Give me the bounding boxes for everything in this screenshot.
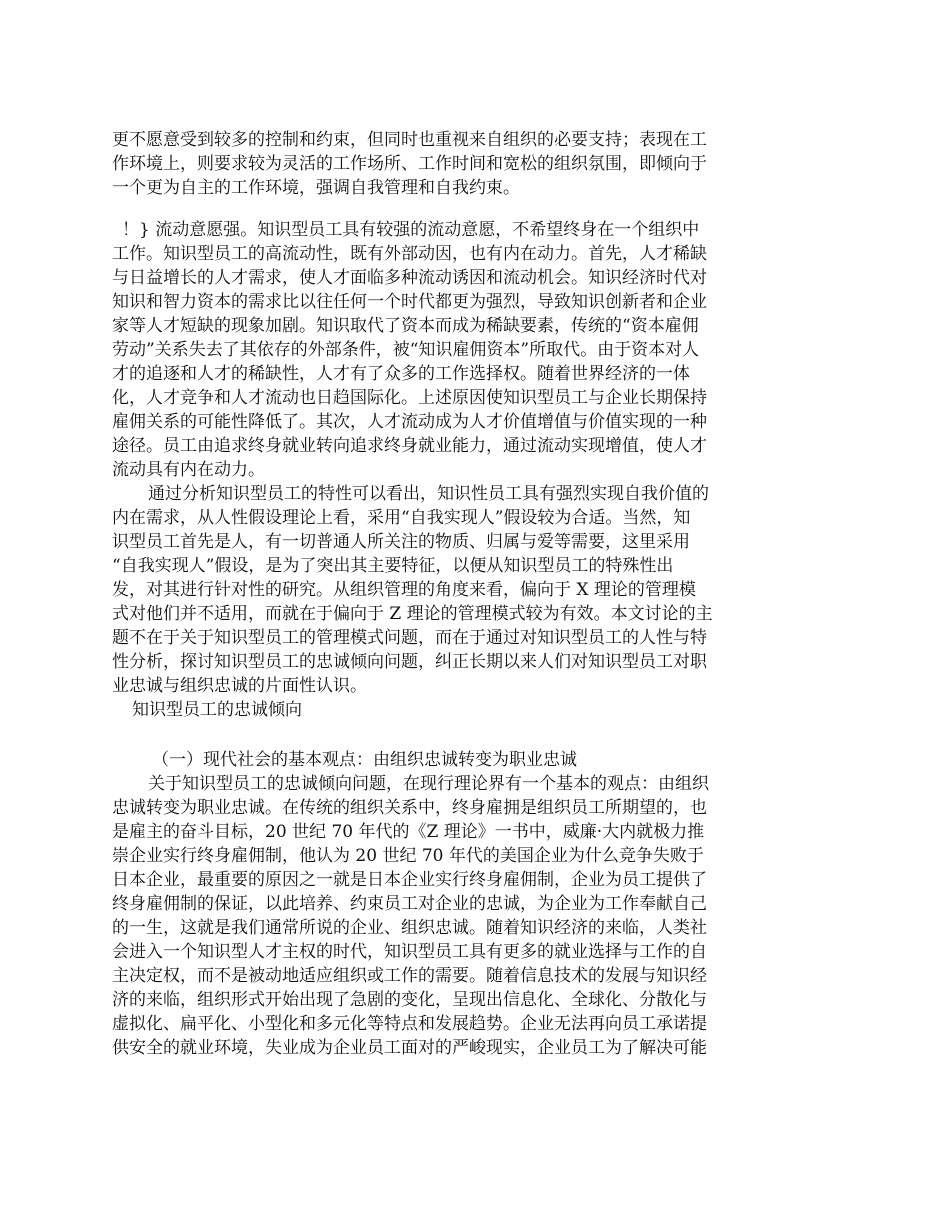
text-line: 与日益增长的人才需求，使人才面临多种流动诱因和流动机会。知识经济时代对 [112, 268, 707, 288]
text-line: 更不愿意受到较多的控制和约束，但同时也重视来自组织的必要支持；表现在工 [112, 130, 707, 150]
text-line: 终身雇佣制的保证，以此培养、约束员工对企业的忠诚，为企业为工作奉献自己 [112, 894, 707, 914]
text-line: 才的追逐和人才的稀缺性，人才有了众多的工作选择权。随着世界经济的一体 [112, 364, 690, 384]
paragraph-autonomy [112, 128, 772, 200]
text-line: 题不在于关于知识型员工的管理模式问题，而在于通过对知识型员工的人性与特 [112, 628, 707, 648]
text-line: 性分析，探讨知识型员工的忠诚倾向问题，纠正长期以来人们对知识型员工对职 [112, 652, 707, 672]
text-line: 会进入一个知识型人才主权的时代，知识型员工具有更多的就业选择与工作的自 [112, 942, 707, 962]
text-line: 崇企业实行终身雇佣制，他认为 20 世纪 70 年代的美国企业为什么竞争失败于 [112, 846, 704, 866]
paragraph-loyalty [112, 772, 772, 1060]
text-line: 通过分析知识型员工的特性可以看出，知识性员工具有强烈实现自我价值的 [148, 484, 709, 504]
text-line: ！} 流动意愿强。知识型员工具有较强的流动意愿，不希望终身在一个组织中 [122, 220, 700, 240]
paragraph-mobility [112, 218, 772, 482]
text-line: 业忠诚与组织忠诚的片面性认识。 [112, 676, 367, 696]
text-line: 关于知识型员工的忠诚倾向问题，在现行理论界有一个基本的观点：由组织 [148, 774, 709, 794]
text-line: 雇佣关系的可能性降低了。其次，人才流动成为人才价值增值与价值实现的一种 [112, 412, 707, 432]
text-line: 工作。知识型员工的高流动性，既有外部动因，也有内在动力。首先，人才稀缺 [112, 244, 707, 264]
text-line: 家等人才短缺的现象加剧。知识取代了资本而成为稀缺要素，传统的“资本雇佣 [112, 316, 699, 336]
section-heading: 知识型员工的忠诚倾向 [132, 700, 302, 720]
text-line: 一个更为自主的工作环境，强调自我管理和自我约束。 [112, 178, 520, 198]
text-line: “自我实现人”假设，是为了突出其主要特征，以便从知识型员工的特殊性出 [112, 556, 674, 576]
text-line: 虚拟化、扁平化、小型化和多元化等特点和发展趋势。企业无法再向员工承诺提 [112, 1014, 707, 1034]
text-line: 化，人才竞争和人才流动也日趋国际化。上述原因使知识型员工与企业长期保持 [112, 388, 707, 408]
text-line: 识型员工首先是人，有一切普通人所关注的物质、归属与爱等需要，这里采用 [112, 532, 690, 552]
subsection-heading: （一）现代社会的基本观点：由组织忠诚转变为职业忠诚 [152, 750, 577, 770]
text-line: 作环境上，则要求较为灵活的工作场所、工作时间和宽松的组织氛围，即倾向于 [112, 154, 707, 174]
text-line: 劳动”关系失去了其依存的外部条件，被“知识雇佣资本”所取代。由于资本对人 [112, 340, 700, 360]
text-line: 日本企业，最重要的原因之一就是日本企业实行终身雇佣制，企业为员工提供了 [112, 870, 707, 890]
text-line: 济的来临，组织形式开始出现了急剧的变化，呈现出信息化、全球化、分散化与 [112, 990, 707, 1010]
text-line: 主决定权，而不是被动地适应组织或工作的需要。随着信息技术的发展与知识经 [112, 966, 707, 986]
text-line: 式对他们并不适用，而就在于偏向于 Z 理论的管理模式较为有效。本文讨论的主 [112, 604, 713, 624]
text-line: 途径。员工由追求终身就业转向追求终身就业能力，通过流动实现增值，使人才 [112, 436, 707, 456]
text-line: 供安全的就业环境，失业成为企业员工面对的严峻现实，企业员工为了解决可能 [112, 1038, 707, 1058]
document-page [112, 128, 772, 1060]
text-line: 发，对其进行针对性的研究。从组织管理的角度来看，偏向于 X 理论的管理模 [112, 580, 696, 600]
text-line: 忠诚转变为职业忠诚。在传统的组织关系中，终身雇拥是组织员工所期望的，也 [112, 798, 707, 818]
text-line: 是雇主的奋斗目标，20 世纪 70 年代的《Z 理论》一书中，威廉·大内就极力推 [112, 822, 705, 842]
text-line: 知识和智力资本的需求比以往任何一个时代都更为强烈，导致知识创新者和企业 [112, 292, 707, 312]
text-line: 流动具有内在动力。 [112, 460, 265, 480]
text-line: 的一生，这就是我们通常所说的企业、组织忠诚。随着知识经济的来临，人类社 [112, 918, 707, 938]
text-line: 内在需求，从人性假设理论上看，采用“自我实现人”假设较为合适。当然，知 [112, 508, 691, 528]
paragraph-hypothesis [112, 482, 772, 698]
